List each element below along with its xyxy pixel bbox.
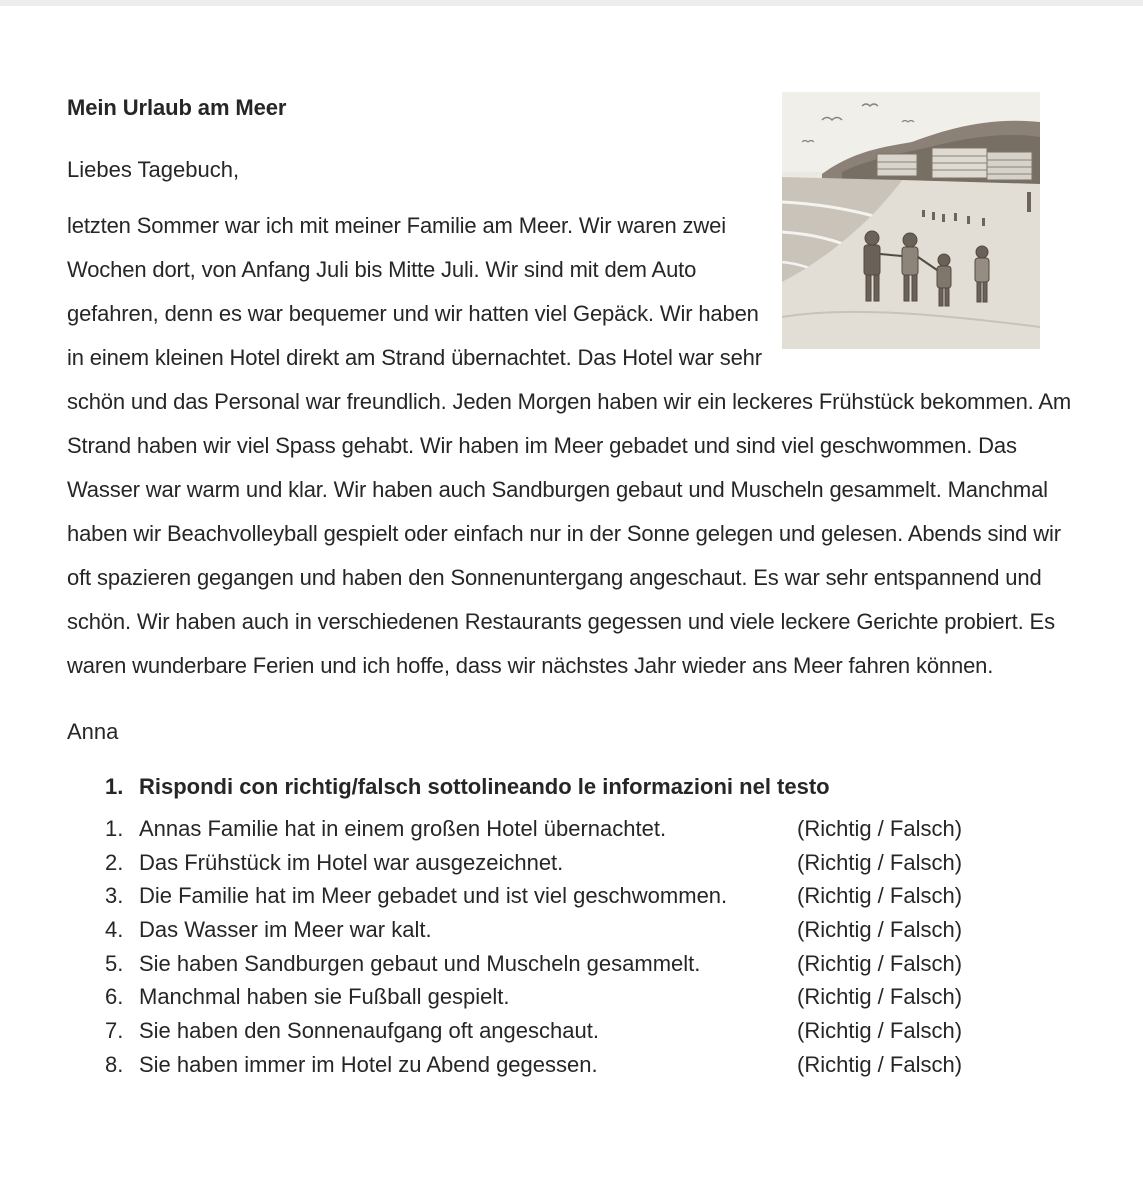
item-statement: Annas Familie hat in einem großen Hotel übernachtet. xyxy=(139,816,667,841)
exercise-item xyxy=(105,1048,1077,1082)
beach-family-sketch-icon xyxy=(782,92,1040,349)
diary-entry-text: letzten Sommer war ich mit meiner Familie am Meer. Wir waren zwei Wochen dort, von Anfang Juli bis Mitte Juli. Wir sind mit dem Auto gefahren, denn es war bequemer und wir hatten viel Gepäck. Wir haben in einem kleinen Hotel direkt am Strand übernachtet. Das Hotel war sehr schön und das Personal war freundlich. Jeden Morgen haben wir ein leckeres Frühstück bekommen. Am Strand haben wir viel Spass gehabt. Wir haben im Meer gebadet und sind viel geschwommen. Das Wasser war warm und klar. Wir haben auch Sandburgen gebaut und Muscheln gesammelt. Manchmal haben wir Beachvolleyball gespielt oder einfach nur in der Sonne gelegen und gelesen. Abends sind wir oft spazieren gegangen und haben den Sonnenuntergang angeschaut. Es war sehr entspannend und schön. Wir haben auch in verschiedenen Restaurants gegessen und viele leckere Gerichte probiert. Es waren wunderbare Ferien und ich hoffe, dass wir nächstes Jahr wieder ans Meer fahren können. xyxy=(67,213,1072,678)
item-number: 5. xyxy=(105,950,124,976)
viewer-top-bar xyxy=(0,0,1143,6)
item-number: 1. xyxy=(105,816,124,841)
diary-entry xyxy=(67,204,1077,688)
exercise-item xyxy=(105,846,1077,880)
diary-signature: Anna xyxy=(67,719,119,744)
item-answer-options: (Richtig / Falsch) xyxy=(797,816,963,841)
item-answer-options: (Richtig / Falsch) xyxy=(797,1018,963,1044)
exercise-item xyxy=(105,913,1077,947)
exercise-item xyxy=(105,947,1077,981)
exercise-item xyxy=(105,980,1077,1014)
item-statement: Sie haben Sandburgen gebaut und Muscheln gesammelt. xyxy=(139,950,701,976)
item-number: 3. xyxy=(105,883,124,909)
item-answer-options: (Richtig / Falsch) xyxy=(797,917,963,943)
item-answer-options: (Richtig / Falsch) xyxy=(797,984,963,1010)
item-answer-options: (Richtig / Falsch) xyxy=(797,1051,963,1077)
exercise-heading xyxy=(105,770,1077,804)
worksheet-document xyxy=(67,92,1077,1082)
exercise-number: 1. xyxy=(105,774,124,799)
item-statement: Das Wasser im Meer war kalt. xyxy=(139,917,432,943)
exercise-section xyxy=(105,770,1077,1082)
item-number: 6. xyxy=(105,984,124,1010)
diary-greeting: Liebes Tagebuch, xyxy=(67,157,240,182)
item-answer-options: (Richtig / Falsch) xyxy=(797,883,963,909)
item-statement: Sie haben immer im Hotel zu Abend gegessen. xyxy=(139,1051,598,1077)
document-title: Mein Urlaub am Meer xyxy=(67,95,287,120)
exercise-item xyxy=(105,1014,1077,1048)
item-answer-options: (Richtig / Falsch) xyxy=(797,950,963,976)
item-number: 8. xyxy=(105,1051,124,1077)
item-answer-options: (Richtig / Falsch) xyxy=(797,849,963,875)
item-number: 2. xyxy=(105,849,124,875)
item-number: 7. xyxy=(105,1018,124,1044)
item-statement: Die Familie hat im Meer gebadet und ist viel geschwommen. xyxy=(139,883,728,909)
exercise-title: Rispondi con richtig/falsch sottolineando le informazioni nel testo xyxy=(139,774,830,799)
item-statement: Das Frühstück im Hotel war ausgezeichnet. xyxy=(139,849,564,875)
item-statement: Manchmal haben sie Fußball gespielt. xyxy=(139,984,510,1010)
exercise-items xyxy=(105,812,1077,1082)
item-statement: Sie haben den Sonnenaufgang oft angeschaut. xyxy=(139,1018,599,1044)
exercise-item xyxy=(105,812,1077,846)
item-number: 4. xyxy=(105,917,124,943)
exercise-item xyxy=(105,879,1077,913)
